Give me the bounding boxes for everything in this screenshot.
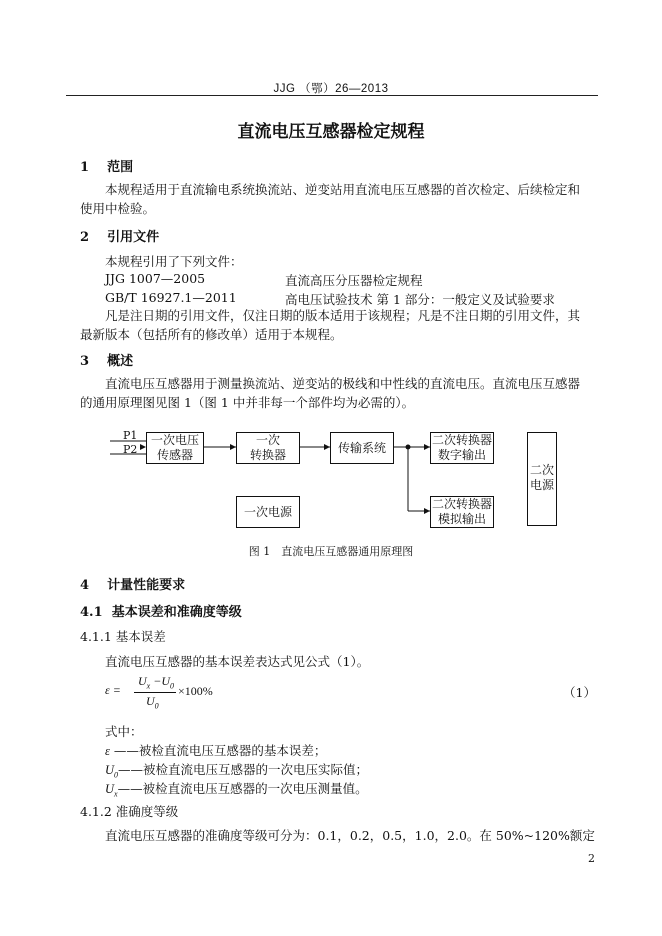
definition-subscript: 0 [114,770,119,780]
block-label: 二次 [529,463,554,477]
definition-text: ——被检直流电压互感器的一次电压实际值； [118,762,369,777]
section-number: 4 [80,578,90,593]
section-4-1-1-paragraph: 直流电压互感器的基本误差表达式见公式（1）。 [105,654,370,669]
formula-numerator [138,674,174,690]
block-label: 转换器 [249,448,286,462]
section-1-paragraph: 本规程适用于直流输电系统换流站、逆变站用直流电压互感器的首次检定、后续检定和使用中检验。 [80,182,581,216]
reference-name: 直流高压分压器检定规程 [285,273,423,288]
block-label: 二次转换器 [431,497,492,511]
block-label: 一次 [255,433,280,447]
block-label: 传输系统 [337,441,386,455]
section-4-heading [80,574,185,593]
section-4-1-2-heading [80,802,178,820]
fraction-bar [134,692,176,693]
section-title: 引用文件 [107,230,160,245]
section-number: 4.1.1 [80,629,112,644]
reference-code: GB/T 16927.1—2011 [105,290,237,305]
formula-lhs: ε = [105,683,121,697]
section-number: 4.1.2 [80,804,112,819]
section-title: 准确度等级 [115,804,179,819]
block-label: 数字输出 [437,448,486,462]
section-4-1-heading [80,601,242,620]
primary-power-block [236,496,300,528]
definition-subscript: x [114,789,118,799]
numerator-subscript: 0 [170,681,174,691]
section-title: 基本误差 [115,629,166,644]
section-number: 3 [80,354,90,369]
transmission-system-block [330,432,394,464]
section-title: 范围 [107,160,134,175]
figure-caption: 图 1 直流电压互感器通用原理图 [248,545,414,558]
document-title: 直流电压互感器检定规程 [237,122,425,142]
denominator-symbol: U [146,694,155,708]
numerator-minus: −U [150,674,170,688]
primary-voltage-sensor-block [146,432,204,464]
block-label: 模拟输出 [437,512,486,526]
section-3-paragraph: 直流电压互感器用于测量换流站、逆变站的极线和中性线的直流电压。直流电压互感器的通用原理图见图 1（图 1 中并非每一个部件均为必需的）。 [80,376,581,410]
section-title: 概述 [107,354,134,369]
numerator-subscript: x [146,681,151,691]
page-number: 2 [588,852,595,865]
block-label: 传感器 [156,448,193,462]
terminal-p1-label: P1 [123,429,138,442]
reference-name: 高电压试验技术 第 1 部分：一般定义及试验要求 [285,292,555,307]
formula-denominator [146,694,159,710]
secondary-converter-digital-block [430,432,494,464]
section-number: 1 [80,160,90,175]
terminal-p2-label: P2 [123,443,138,456]
section-number: 4.1 [80,605,103,620]
equation-number: （1） [563,685,596,700]
secondary-power-block [527,432,557,526]
numerator-symbol: U [138,674,147,688]
block-label: 二次转换器 [431,433,492,447]
section-title: 计量性能要求 [107,578,186,593]
definition-symbol: ε [105,744,110,758]
definition-symbol: U [105,782,115,796]
block-label: 一次电源 [243,505,292,519]
definition-u0 [105,760,368,780]
definition-text: ——被检直流电压互感器的基本误差； [109,743,327,758]
section-4-1-2-paragraph: 直流电压互感器的准确度等级可分为：0.1，0.2，0.5，1.0，2.0。在 50%~120%额定 [105,828,595,843]
section-title: 基本误差和准确度等级 [111,605,242,620]
formula-tail: ×100% [178,684,213,698]
denominator-subscript: 0 [154,701,159,711]
section-2-intro: 本规程引用了下列文件： [105,254,243,269]
definition-epsilon [105,741,326,759]
where-label: 式中： [105,724,143,739]
definition-text: ——被检直流电压互感器的一次电压测量值。 [117,781,368,796]
primary-converter-block [236,432,300,464]
reference-code: JJG 1007—2005 [105,271,206,286]
page-header: JJG （鄂）26—2013 [273,83,389,95]
section-4-1-1-heading [80,627,166,645]
section-2-note: 凡是注日期的引用文件，仅注日期的版本适用于该规程；凡是不注日期的引用文件，其最新版本（包括所有的修改单）适用于本规程。 [80,308,581,342]
section-number: 2 [80,230,90,245]
block-label: 一次电压 [150,433,199,447]
definition-symbol: U [105,763,115,777]
definition-ux [105,779,368,799]
block-label: 电源 [529,478,554,492]
secondary-converter-analog-block [430,496,494,528]
